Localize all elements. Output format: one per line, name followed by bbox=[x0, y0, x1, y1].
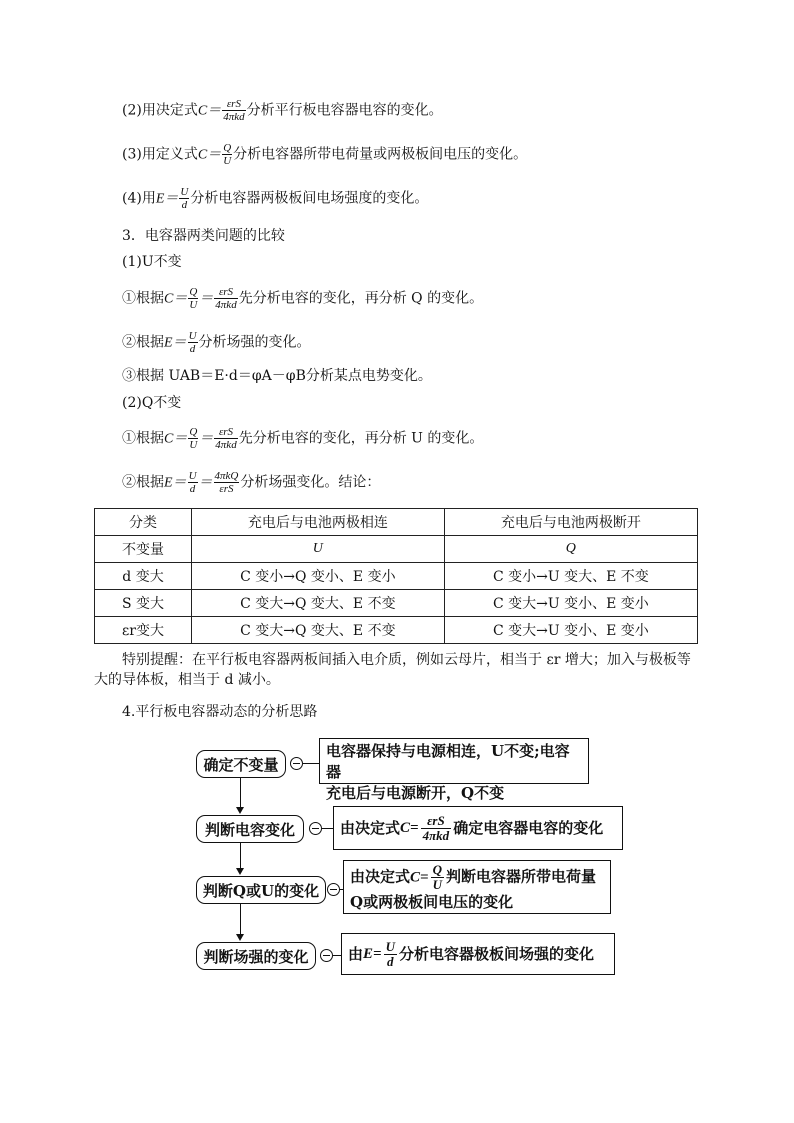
method-2: (2)用决定式C＝ $\frac{\text{εrS}}{\text{4πkd}}$ 分析平行板电容器电容的变化。 bbox=[122, 98, 443, 123]
u-constant-step-2: ②根据E＝ $\frac{U}{d}$ 分析场强的变化。 bbox=[122, 330, 311, 355]
table-cell: U bbox=[192, 536, 445, 563]
special-note: 特别提醒：在平行板电容器两板间插入电介质，例如云母片，相当于 εr 增大；加入与极板等大的导体板，相当于 d 减小。 bbox=[94, 652, 691, 688]
table-cell: d 变大 bbox=[95, 563, 192, 590]
flow-desc-invariant: 电容器保持与电源相连，U不变;电容器 充电后与电源断开，Q不变 bbox=[319, 738, 589, 784]
table-header-cell: 分类 bbox=[95, 509, 192, 536]
flow-step-judge-capacitance: 判断电容变化 bbox=[196, 815, 304, 843]
table-cell: C 变小→Q 变小、E 变小 bbox=[192, 563, 445, 590]
flow-desc-q-or-u: 由决定式C= $\frac{Q}{U}$ 判断电容器所带电荷量 Q或两极板间电压的变化 bbox=[343, 860, 611, 914]
comparison-table bbox=[94, 508, 698, 644]
arrow-down-icon bbox=[236, 868, 244, 875]
table-cell: Q bbox=[444, 536, 697, 563]
flow-step-judge-field: 判断场强的变化 bbox=[196, 942, 316, 970]
connector-line bbox=[333, 955, 341, 956]
table-row bbox=[95, 590, 698, 617]
connector-line bbox=[322, 828, 333, 829]
field-formula-fraction: $\frac{U}{d}$ bbox=[385, 938, 395, 969]
capacitance-fraction: $\frac{\text{εrS}}{\text{4πkd}}$ bbox=[223, 98, 245, 123]
table-row bbox=[95, 536, 698, 563]
table-cell: εr变大 bbox=[95, 617, 192, 644]
flow-step-judge-q-or-u: 判断Q或U的变化 bbox=[196, 876, 326, 904]
table-cell: 不变量 bbox=[95, 536, 192, 563]
q-constant-step-1: ①根据C＝ $\frac{Q}{U}$ ＝ $\frac{\text{εrS}}{\text{4πkd}}$ 先分析电容的变化，再分析 U 的变化。 bbox=[122, 426, 484, 451]
section-4-heading: 4.平行板电容器动态的分析思路 bbox=[122, 704, 318, 720]
q-constant-heading: (2)Q不变 bbox=[122, 395, 182, 411]
method-3: (3)用定义式C＝ $\frac{Q}{U}$ 分析电容器所带电荷量或两极板间电压的变化。 bbox=[122, 142, 528, 167]
flow-arrow-line bbox=[240, 777, 241, 807]
flow-arrow-line bbox=[240, 842, 241, 868]
u-constant-heading: (1)U不变 bbox=[122, 254, 182, 270]
decisive-formula-fraction: εrS 4πkd bbox=[422, 812, 450, 843]
flow-arrow-line bbox=[240, 903, 241, 934]
flow-desc-capacitance: 由决定式 C= εrS 4πkd 确定电容器电容的变化 bbox=[333, 806, 623, 850]
q-constant-step-2: ②根据E＝ $\frac{U}{d}$ ＝ $\frac{\text{4πkQ}}{\text{εrS}}$ 分析场强变化。结论： bbox=[122, 470, 381, 495]
connector-circle-icon bbox=[327, 883, 340, 896]
table-cell: C 变大→U 变小、E 变小 bbox=[444, 617, 697, 644]
table-cell: S 变大 bbox=[95, 590, 192, 617]
field-fraction: $\frac{U}{d}$ bbox=[180, 186, 189, 211]
section-3-heading: 3．电容器两类问题的比较 bbox=[122, 228, 285, 244]
connector-circle-icon bbox=[309, 822, 322, 835]
connector-line bbox=[303, 763, 319, 764]
u-constant-step-3: ③根据 UAB＝E·d＝φA－φB分析某点电势变化。 bbox=[122, 368, 432, 384]
table-cell: C 变小→U 变大、E 不变 bbox=[444, 563, 697, 590]
flow-step-determine-invariant: 确定不变量 bbox=[196, 750, 286, 778]
arrow-down-icon bbox=[236, 934, 244, 941]
table-row bbox=[95, 563, 698, 590]
table-row bbox=[95, 617, 698, 644]
arrow-down-icon bbox=[236, 807, 244, 814]
table-header-row bbox=[95, 509, 698, 536]
method-4: (4)用E＝ $\frac{U}{d}$ 分析电容器两极板间电场强度的变化。 bbox=[122, 186, 429, 211]
table-cell: C 变大→U 变小、E 变小 bbox=[444, 590, 697, 617]
connector-circle-icon bbox=[320, 949, 333, 962]
table-cell: C 变大→Q 变大、E 不变 bbox=[192, 617, 445, 644]
table-header-cell: 充电后与电池两极断开 bbox=[444, 509, 697, 536]
definition-fraction: $\frac{Q}{U}$ bbox=[223, 142, 232, 167]
table-header-cell: 充电后与电池两极相连 bbox=[192, 509, 445, 536]
flow-desc-field: 由 E= $\frac{U}{d}$ 分析电容器极板间场强的变化 bbox=[341, 933, 615, 975]
connector-circle-icon bbox=[290, 757, 303, 770]
table-cell: C 变大→Q 变大、E 不变 bbox=[192, 590, 445, 617]
u-constant-step-1: ①根据C＝ $\frac{Q}{U}$ ＝ $\frac{\text{εrS}}{\text{4πkd}}$ 先分析电容的变化，再分析 Q 的变化。 bbox=[122, 286, 484, 311]
